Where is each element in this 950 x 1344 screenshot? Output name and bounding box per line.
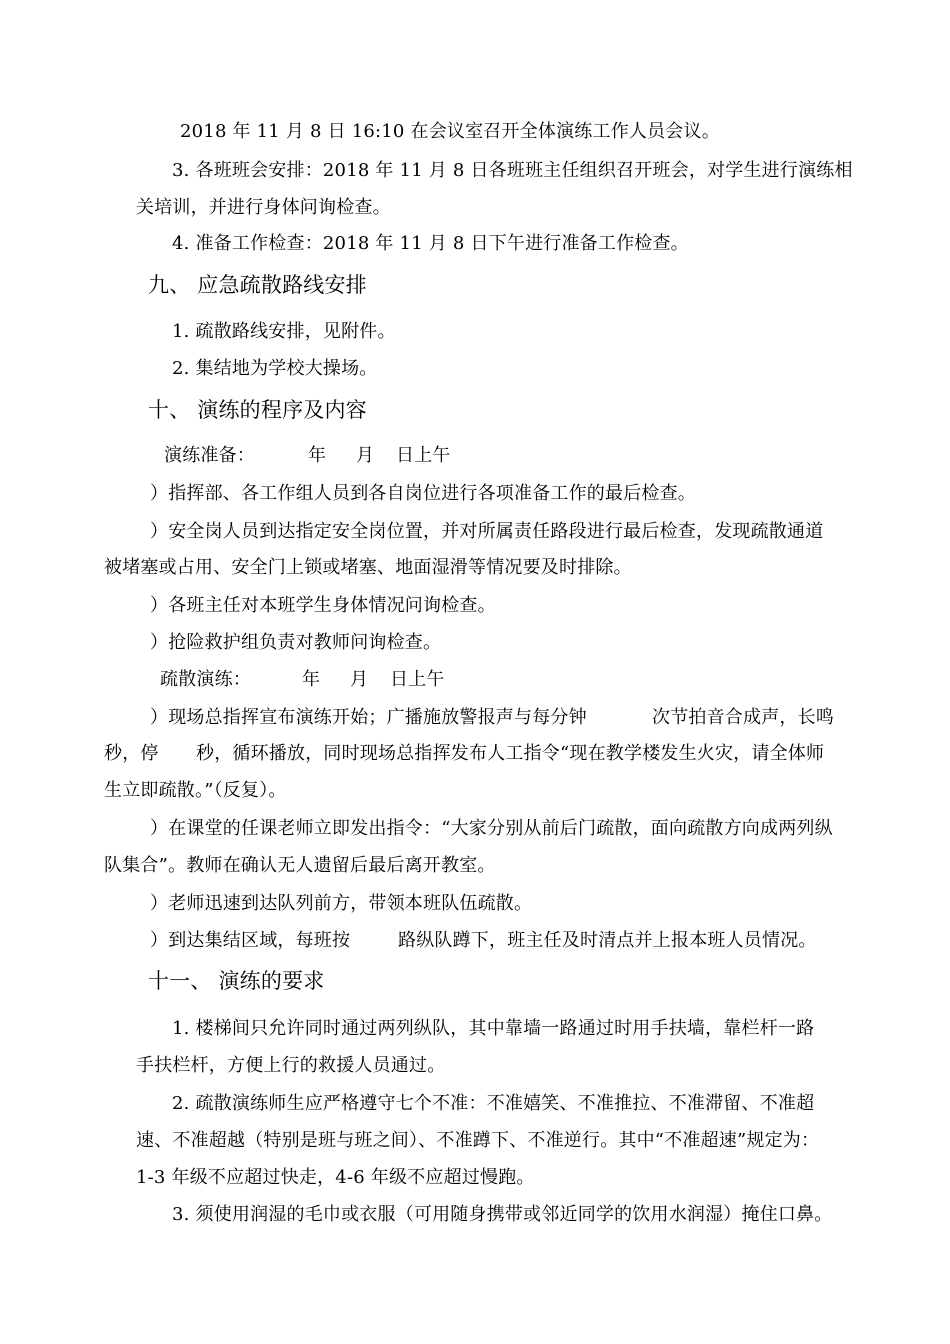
paragraph-line: 被堵塞或占用、安全门上锁或堵塞、地面湿滑等情况要及时排除。 bbox=[104, 557, 632, 578]
section-heading-11: 十一、 演练的要求 bbox=[148, 969, 325, 993]
paragraph-line: 生立即疏散。”（反复）。 bbox=[104, 780, 287, 801]
list-item-3: 3. 各班班会安排：2018 年 11 月 8 日各班班主任组织召开班会，对学生进行演练相 bbox=[172, 160, 853, 181]
evacuation-month: 月 bbox=[350, 669, 369, 690]
paragraph-line: ）现场总指挥宣布演练开始；广播施放警报声与每分钟 bbox=[150, 707, 587, 728]
drill-prep-label: 演练准备： bbox=[164, 445, 255, 466]
paragraph-line: ）抢险救护组负责对教师问询检查。 bbox=[150, 632, 442, 653]
evacuation-day: 日上午 bbox=[390, 669, 445, 690]
paragraph-line: ）各班主任对本班学生身体情况问询检查。 bbox=[150, 595, 496, 616]
section-heading-9: 九、 应急疏散路线安排 bbox=[148, 273, 367, 297]
section-heading-10: 十、 演练的程序及内容 bbox=[148, 398, 367, 422]
list-item-4: 4. 准备工作检查：2018 年 11 月 8 日下午进行准备工作检查。 bbox=[172, 233, 689, 254]
paragraph-line: 1-3 年级不应超过快走，4-6 年级不应超过慢跑。 bbox=[136, 1167, 535, 1188]
evacuation-year: 年 bbox=[302, 669, 321, 690]
paragraph-line: ）指挥部、各工作组人员到各自岗位进行各项准备工作的最后检查。 bbox=[150, 483, 696, 504]
paragraph-line: 速、不准超越（特别是班与班之间）、不准蹲下、不准逆行。其中“不准超速”规定为： bbox=[136, 1130, 820, 1151]
paragraph-line: 2018 年 11 月 8 日 16:10 在会议室召开全体演练工作人员会议。 bbox=[180, 121, 720, 142]
paragraph-line: ）老师迅速到达队列前方，带领本班队伍疏散。 bbox=[150, 893, 533, 914]
paragraph-line: ）到达集结区域，每班按 bbox=[150, 930, 351, 951]
paragraph-line: 路纵队蹲下，班主任及时清点并上报本班人员情况。 bbox=[398, 930, 817, 951]
drill-prep-month: 月 bbox=[356, 445, 375, 466]
paragraph-line: 关培训，并进行身体问询检查。 bbox=[136, 197, 391, 218]
list-item-1: 1. 疏散路线安排，见附件。 bbox=[172, 321, 396, 342]
paragraph-line: 手扶栏杆，方便上行的救援人员通过。 bbox=[136, 1055, 446, 1076]
paragraph-line: ）安全岗人员到达指定安全岗位置，并对所属责任路段进行最后检查，发现疏散通道 bbox=[150, 521, 824, 542]
paragraph-line: 秒，循环播放，同时现场总指挥发布人工指令“现在教学楼发生火灾，请全体师 bbox=[196, 743, 825, 764]
paragraph-line: 次节拍音合成声，长鸣 bbox=[652, 707, 834, 728]
paragraph-line: ）在课堂的任课老师立即发出指令：“大家分别从前后门疏散，面向疏散方向成两列纵 bbox=[150, 818, 833, 839]
list-item-2: 2. 集结地为学校大操场。 bbox=[172, 358, 378, 379]
drill-prep-day: 日上午 bbox=[396, 445, 451, 466]
evacuation-label: 疏散演练： bbox=[160, 669, 251, 690]
requirement-item-2: 2. 疏散演练师生应严格遵守七个不准：不准嬉笑、不准推拉、不准滞留、不准超 bbox=[172, 1093, 815, 1114]
drill-prep-year: 年 bbox=[308, 445, 327, 466]
requirement-item-3: 3. 须使用润湿的毛巾或衣服（可用随身携带或邻近同学的饮用水润湿）掩住口鼻。 bbox=[172, 1204, 833, 1225]
paragraph-line: 秒，停 bbox=[104, 743, 159, 764]
paragraph-line: 队集合”。教师在确认无人遗留后最后离开教室。 bbox=[104, 855, 496, 876]
requirement-item-1: 1. 楼梯间只允许同时通过两列纵队，其中靠墙一路通过时用手扶墙，靠栏杆一路 bbox=[172, 1018, 815, 1039]
